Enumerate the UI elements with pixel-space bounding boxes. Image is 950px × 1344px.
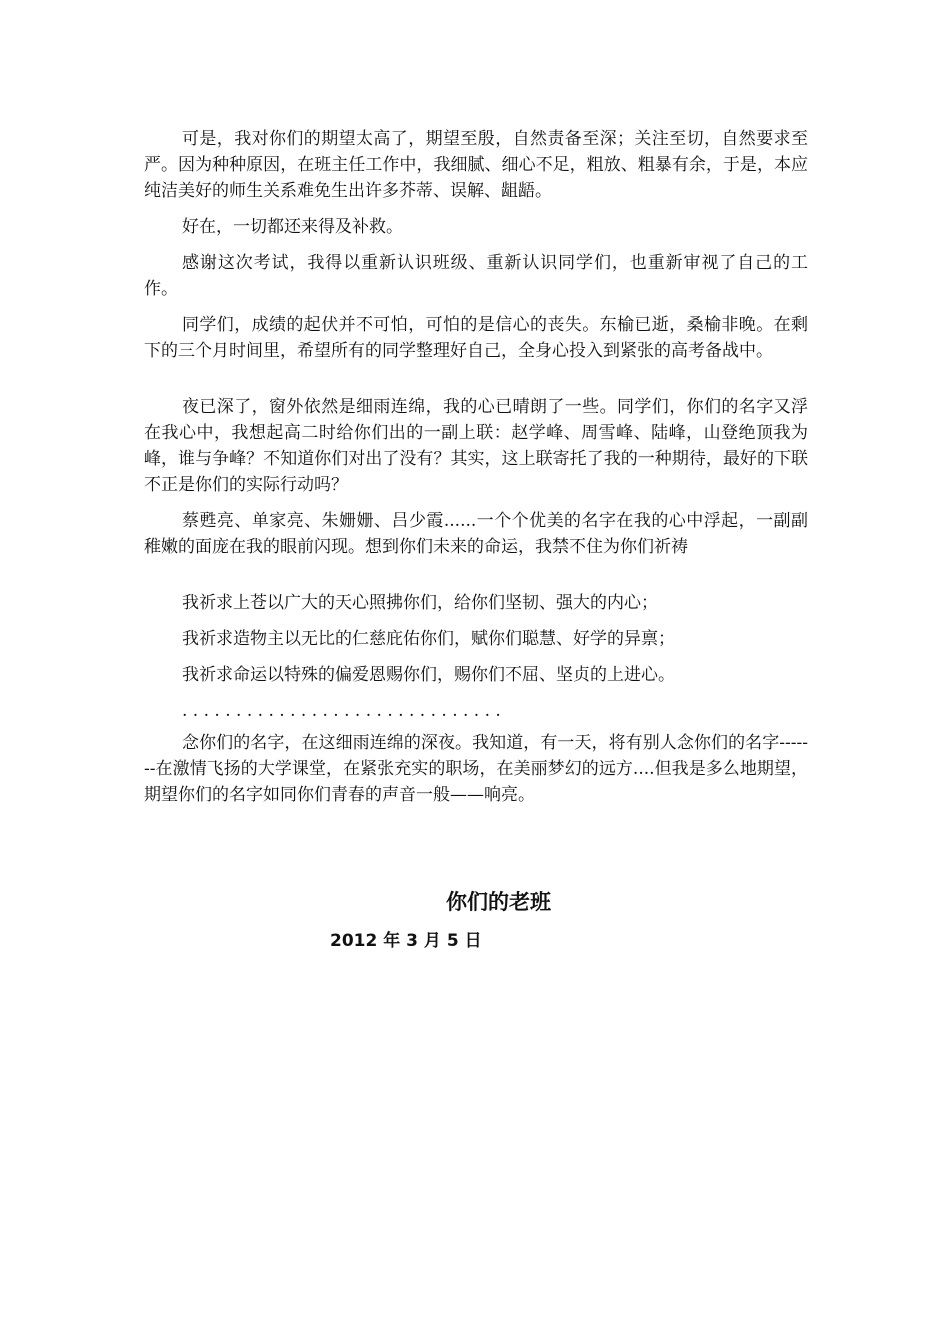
paragraph-expectations: 可是，我对你们的期望太高了，期望至殷，自然责备至深；关注至切，自然要求至严。因为种种原因，在班主任工作中，我细腻、细心不足，粗放、粗暴有余，于是，本应纯洁美好的师生关系难免生出许多芥蒂、误解、龃龉。 — [144, 129, 808, 201]
prayer-line: 我祈求上苍以广大的天心照拂你们，给你们坚韧、强大的内心； — [182, 593, 658, 613]
paragraph-names: 蔡甦亮、单家亮、朱姗姗、吕少霞......一个个优美的名字在我的心中浮起，一副副稚嫩的面庞在我的眼前闪现。想到你们未来的命运，我禁不住为你们祈祷 — [144, 511, 808, 557]
paragraph-encouragement: 同学们，成绩的起伏并不可怕，可怕的是信心的丧失。东榆已逝，桑榆非晚。在剩下的三个月时间里，希望所有的同学整理好自己，全身心投入到紧张的高考备战中。 — [144, 315, 808, 361]
paragraph-night-reflection: 夜已深了，窗外依然是细雨连绵，我的心已晴朗了一些。同学们，你们的名字又浮在我心中，我想起高二时给你们出的一副上联：赵学峰、周雪峰、陆峰，山登绝顶我为峰，谁与争峰？不知道你们对出了没有？其实，这上联寄托了我的一种期待，最好的下联不正是你们的实际行动吗？ — [144, 397, 808, 495]
letter-date: 2012 年 3 月 5 日 — [330, 931, 482, 951]
paragraph-gratitude: 感谢这次考试，我得以重新认识班级、重新认识同学们，也重新审视了自己的工作。 — [144, 253, 808, 299]
prayer-line: 我祈求命运以特殊的偏爱恩赐你们，赐你们不屈、坚贞的上进心。 — [182, 665, 675, 685]
prayer-line: 我祈求造物主以无比的仁慈庇佑你们，赋你们聪慧、好学的异禀； — [182, 629, 675, 649]
signature: 你们的老班 — [446, 890, 551, 914]
ellipsis-line: . . . . . . . . . . . . . . . . . . . . . . . . . . . . . . — [182, 701, 501, 721]
paragraph-closing: 念你们的名字，在这细雨连绵的深夜。我知道，有一天，将有别人念你们的名字-------在激情飞扬的大学课堂，在紧张充实的职场，在美丽梦幻的远方....但我是多么地期望，期望你们的名字如同你们青春的声音一般——响亮。 — [144, 733, 808, 805]
paragraph-remedy: 好在，一切都还来得及补救。 — [182, 217, 403, 237]
letter-body — [144, 126, 808, 818]
